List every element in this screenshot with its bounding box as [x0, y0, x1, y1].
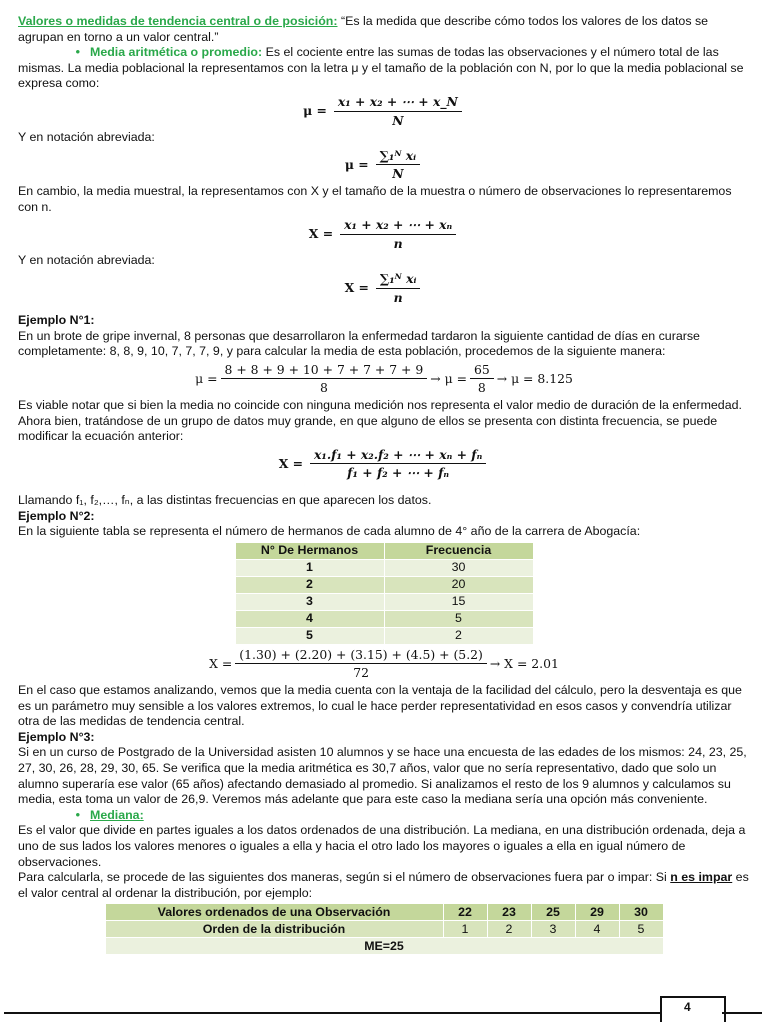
fraction-numerator: x₁.f₁ + x₂.f₂ + ⋯ + xₙ + fₙ	[310, 447, 486, 465]
table-cell: 1	[443, 921, 487, 938]
formula-lhs: X =	[209, 656, 233, 672]
formula-lhs: μ =	[195, 371, 218, 387]
mediana-text1: Es el valor que divide en partes iguales a los datos ordenados de una distribución. La mediana, en una distribución ordenada, deja a uno de sus lados los valores menores o iguales a ella y hacia el otro lado los mayores o iguales a ella en igual número de observaciones.	[18, 823, 746, 869]
column-header: N° De Hermanos	[235, 542, 384, 559]
fraction	[376, 148, 421, 182]
ejemplo1-text: En un brote de gripe invernal, 8 personas que desarrollaron la enfermedad tardaron la siguiente cantidad de días en curarse completamente: 8, 8, 9, 10, 7, 7, 7, 9, y para calcular la media de esta población, procedemos de la siguiente manera:	[18, 328, 700, 359]
ejemplo2-after: En el caso que estamos analizando, vemos que la media cuenta con la ventaja de la facilidad del cálculo, pero la desventaja es que es un parámetro muy sensible a los valores extremos, lo cual le hace perder representatividad en esos casos y convendría utilizar otra de las medidas de tendencia central.	[18, 683, 742, 729]
table-cell: 5	[235, 627, 384, 644]
table-row	[105, 921, 663, 938]
formula-frequency-mean	[18, 447, 750, 481]
table-cell: 2	[384, 627, 533, 644]
row-label: Orden de la distribución	[105, 921, 443, 938]
ejemplo2-text: En la siguiente tabla se representa el número de hermanos de cada alumno de 4° año de la carrera de Abogacía:	[18, 524, 641, 539]
fraction-numerator: x₁ + x₂ + ⋯ + xₙ	[340, 217, 456, 235]
ejemplo3-title: Ejemplo N°3:	[18, 729, 95, 744]
table-cell: 4	[575, 921, 619, 938]
abbr-label: Y en notación abreviada:	[18, 253, 155, 268]
fraction-numerator: (1.30) + (2.20) + (3.15) + (4.5) + (5.2)	[235, 647, 487, 665]
intro-heading: Valores o medidas de tendencia central o de posición:	[18, 14, 338, 28]
table-row	[235, 610, 533, 627]
mediana-text2b: n es impar	[670, 870, 733, 885]
fraction-denominator: 8	[319, 380, 328, 396]
fraction-numerator: 8 + 8 + 9 + 10 + 7 + 7 + 7 + 9	[221, 362, 428, 380]
formula-sample-mean-abbr	[18, 271, 750, 305]
table-cell: 3	[235, 593, 384, 610]
table-row	[235, 576, 533, 593]
ejemplo2-title: Ejemplo N°2:	[18, 508, 95, 523]
formula-result: → X = 2.01	[489, 656, 559, 672]
fraction	[376, 271, 421, 305]
fraction-denominator: 72	[353, 665, 369, 681]
fraction-numerator: ∑₁ᴺ xᵢ	[376, 271, 421, 289]
fraction-numerator: ∑₁ᴺ xᵢ	[376, 148, 421, 166]
mediana-text2a: Para calcularla, se procede de las siguientes dos maneras, según si el número de observaciones fuera par o impar: Si	[18, 870, 671, 885]
media-paragraph	[18, 45, 750, 92]
mediana-text2c: es el valor central al ordenar la distribución, por ejemplo:	[18, 870, 749, 900]
table-cell: 23	[487, 904, 531, 921]
fraction	[221, 362, 428, 396]
fraction	[470, 362, 494, 396]
fraction-denominator: N	[392, 112, 404, 128]
fraction-denominator: N	[392, 166, 404, 182]
frequency-note: Llamando f₁, f₂,…, fₙ, a las distintas frecuencias en que aparecen los datos.	[18, 493, 432, 508]
table-cell: 1	[235, 559, 384, 576]
formula-arrow: → μ =	[430, 371, 467, 387]
fraction	[310, 447, 486, 481]
hermanos-table-wrap	[18, 542, 750, 645]
fraction-denominator: n	[393, 235, 403, 251]
table-row	[235, 627, 533, 644]
table-row	[105, 938, 663, 955]
table-row	[105, 904, 663, 921]
mediana-text2	[18, 870, 750, 901]
media-text: Es el cociente entre las sumas de todas las observaciones y el número total de las mismas. La media poblacional la representamos con la letra μ y el tamaño de la población con N, por lo que la media poblacional se expresa como:	[18, 45, 744, 91]
median-result: ME=25	[105, 938, 663, 955]
formula-population-mean	[18, 94, 750, 128]
mediana-table-wrap	[18, 903, 750, 955]
mediana-heading-line	[18, 808, 750, 824]
fraction-numerator: x₁ + x₂ + ⋯ + x_N	[334, 94, 462, 112]
column-header: Frecuencia	[384, 542, 533, 559]
formula-lhs: X =	[344, 280, 369, 296]
formula-result: → μ = 8.125	[496, 371, 573, 387]
formula-ejemplo1	[18, 362, 750, 396]
formula-population-mean-abbr	[18, 148, 750, 182]
formula-ejemplo2	[18, 647, 750, 681]
abbr-label: Y en notación abreviada:	[18, 130, 155, 145]
row-label: Valores ordenados de una Observación	[105, 904, 443, 921]
table-cell: 2	[235, 576, 384, 593]
bullet-icon: •	[75, 45, 80, 60]
table-cell: 3	[531, 921, 575, 938]
fraction-denominator: f₁ + f₂ + ⋯ + fₙ	[347, 465, 450, 481]
fraction-denominator: 8	[477, 380, 486, 396]
fraction	[340, 217, 456, 251]
table-row	[235, 593, 533, 610]
fraction	[334, 94, 462, 128]
table-cell: 30	[384, 559, 533, 576]
fraction-denominator: n	[393, 289, 403, 305]
ejemplo3-text: Si en un curso de Postgrado de la Universidad asisten 10 alumnos y se hace una encuesta de las edades de los mismos: 24, 23, 25, 27, 30, 26, 28, 29, 30, 65. Se verifica que la media aritmética es 30,7 años, valor que no sería representativo, dado que solo un alumno superaría ese valor (65 años) afectando demasiado al promedio. Si analizamos el resto de los 9 alumnos y calculamos su media, esta toma un valor de 26,9. Veremos más adelante que para este caso la mediana sería una opción más conveniente.	[18, 745, 747, 807]
formula-lhs: μ =	[303, 103, 327, 119]
page-number: 4	[684, 1000, 691, 1014]
formula-lhs: X =	[308, 226, 334, 242]
intro-text: “Es la medida que describe cómo todos los valores de los datos se agrupan en torno a un valor central.”	[18, 14, 709, 44]
footer-rule	[722, 1012, 762, 1014]
ejemplo1-title: Ejemplo N°1:	[18, 313, 95, 328]
formula-lhs: X =	[278, 456, 304, 472]
table-cell: 5	[384, 610, 533, 627]
table-cell: 29	[575, 904, 619, 921]
sample-mean-paragraph: En cambio, la media muestral, la representamos con X y el tamaño de la muestra o número de observaciones lo representaremos con n.	[18, 183, 732, 214]
intro-paragraph	[18, 14, 750, 45]
formula-lhs: μ =	[344, 157, 369, 173]
fraction-numerator: 65	[470, 362, 494, 380]
table-cell: 20	[384, 576, 533, 593]
table-cell: 30	[619, 904, 663, 921]
footer-rule	[4, 1012, 660, 1014]
table-cell: 15	[384, 593, 533, 610]
page-footer	[0, 994, 768, 1024]
page-content	[18, 14, 750, 957]
ejemplo1-after1: Es viable notar que si bien la media no coincide con ninguna medición nos representa el valor medio de duración de la enfermedad.	[18, 398, 742, 413]
table-cell: 4	[235, 610, 384, 627]
media-heading: Media aritmética o promedio:	[90, 45, 263, 60]
table-cell: 2	[487, 921, 531, 938]
mediana-heading: Mediana:	[90, 807, 144, 822]
table-cell: 25	[531, 904, 575, 921]
table-row	[235, 559, 533, 576]
formula-sample-mean	[18, 217, 750, 251]
hermanos-table	[235, 542, 534, 645]
table-cell: 5	[619, 921, 663, 938]
table-header-row	[235, 542, 533, 559]
table-cell: 22	[443, 904, 487, 921]
bullet-icon: •	[75, 807, 80, 822]
mediana-table	[105, 903, 664, 955]
fraction	[235, 647, 487, 681]
page-number-box	[660, 996, 726, 1022]
ejemplo1-after2: Ahora bien, tratándose de un grupo de datos muy grande, en que alguno de ellos se presenta con distinta frecuencia, se puede modificar la ecuación anterior:	[18, 413, 718, 444]
